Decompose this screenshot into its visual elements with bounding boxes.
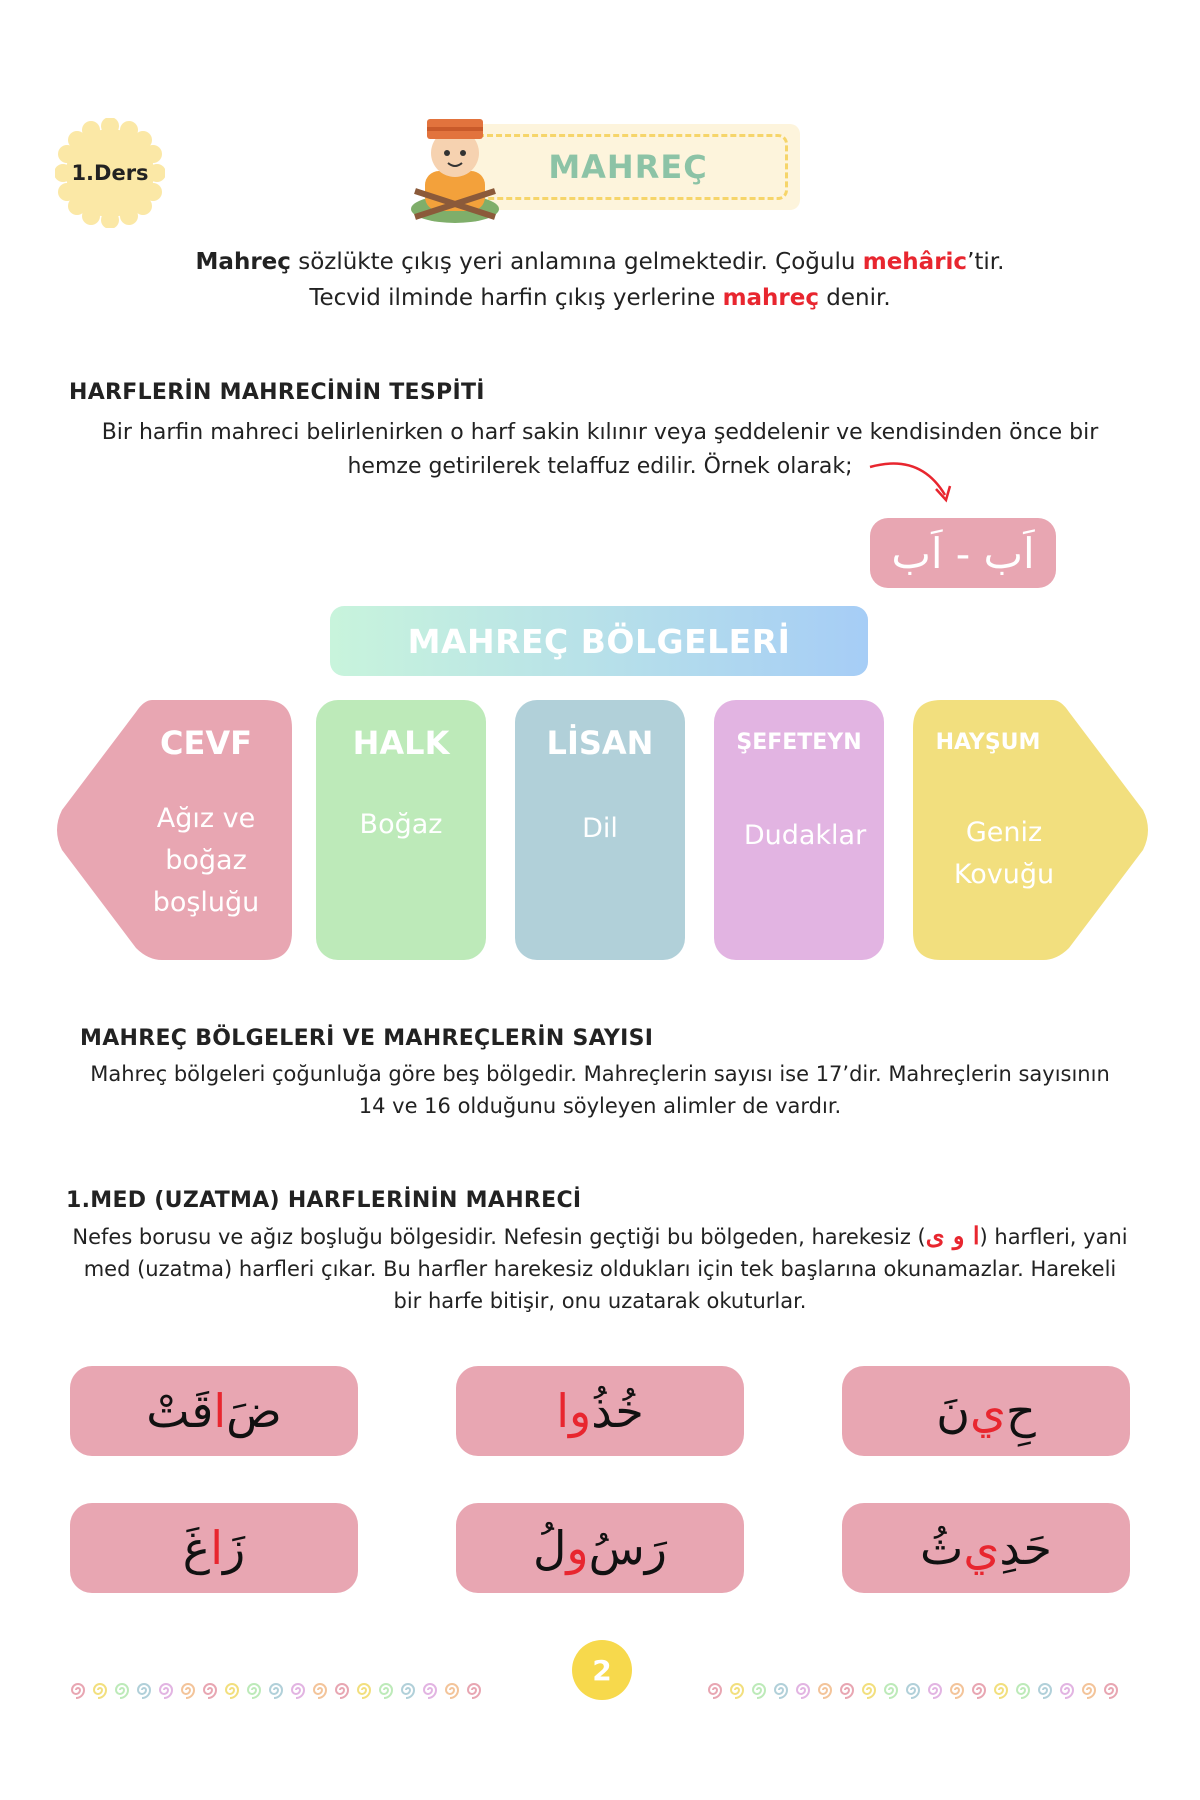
word-part: خُذُ <box>591 1384 644 1438</box>
page-title: MAHREÇ <box>548 148 708 186</box>
swirl-icon <box>1035 1680 1055 1700</box>
intro-text-segment: Tecvid ilminde harfin çıkış yerlerine <box>309 285 723 311</box>
term-mahrec: Mahreç <box>195 249 291 275</box>
region-desc: Dudaklar <box>743 820 867 851</box>
word-part: ثُ <box>920 1521 964 1575</box>
swirl-icon <box>947 1680 967 1700</box>
region-card-sefeteyn <box>714 700 884 960</box>
word-part: حِ <box>1006 1384 1036 1438</box>
swirl-icon <box>464 1680 484 1700</box>
word-part-highlight: ا <box>213 1384 227 1438</box>
word-part: لُ <box>533 1521 567 1575</box>
section-heading-tespit: HARFLERİN MAHRECİNİN TESPİTİ <box>69 380 485 405</box>
reading-boy-icon <box>405 105 505 225</box>
swirl-icon <box>859 1680 879 1700</box>
word-card <box>842 1503 1130 1593</box>
swirl-border-left <box>68 1680 484 1700</box>
section-heading-med: 1.MED (UZATMA) HARFLERİNİN MAHRECİ <box>66 1188 582 1213</box>
text-line: Bir harfin mahreci belirlenirken o harf sakin kılınır veya şeddelenir ve kendisinden önce bir <box>101 420 1099 445</box>
swirl-icon <box>837 1680 857 1700</box>
regions-title-bar <box>330 606 868 676</box>
region-card-cevf <box>120 700 292 960</box>
swirl-icon <box>310 1680 330 1700</box>
region-desc: Dil <box>582 813 618 844</box>
swirl-icon <box>200 1680 220 1700</box>
word-part-highlight: ي <box>963 1521 1000 1575</box>
swirl-icon <box>903 1680 923 1700</box>
swirl-icon <box>244 1680 264 1700</box>
region-card-haysum <box>913 700 1095 960</box>
word-part-highlight: و <box>566 1521 589 1575</box>
word-part-highlight: ا <box>210 1521 224 1575</box>
swirl-icon <box>156 1680 176 1700</box>
text-line: 14 ve 16 olduğunu söyleyen alimler de vardır. <box>358 1094 842 1118</box>
text-line: Mahreç bölgeleri çoğunluğa göre beş bölgedir. Mahreçlerin sayısı ise 17’dir. Mahreçlerin sayısının <box>90 1062 1110 1086</box>
word-card <box>456 1503 744 1593</box>
word-part: نَ <box>936 1384 971 1438</box>
swirl-icon <box>815 1680 835 1700</box>
swirl-border-right <box>705 1680 1121 1700</box>
curved-arrow-icon <box>860 455 960 515</box>
lesson-badge-label: 1.Ders <box>71 161 149 185</box>
word-part: زَ <box>223 1521 246 1575</box>
med-letters: ا و ى <box>925 1221 980 1250</box>
word-part: ضَ <box>226 1384 282 1438</box>
word-card <box>70 1503 358 1593</box>
swirl-icon <box>881 1680 901 1700</box>
word-card <box>70 1366 358 1456</box>
text-line <box>40 1220 1160 1253</box>
swirl-icon <box>398 1680 418 1700</box>
region-card-lisan <box>515 700 685 960</box>
intro-text-segment: sözlükte çıkış yeri anlamına gelmektedir. Çoğulu <box>290 249 863 275</box>
section-text-tespit <box>40 416 1160 484</box>
swirl-icon <box>178 1680 198 1700</box>
text-line: bir harfe bitişir, onu uzatarak okuturlar. <box>393 1289 807 1313</box>
text-line: hemze getirilerek telaffuz edilir. Örnek olarak; <box>347 454 853 479</box>
regions-title: MAHREÇ BÖLGELERİ <box>407 621 791 661</box>
word-part: حَدِ <box>999 1521 1052 1575</box>
swirl-icon <box>112 1680 132 1700</box>
swirl-icon <box>1013 1680 1033 1700</box>
word-part-highlight: وا <box>556 1384 592 1438</box>
region-desc-line: Ağız ve <box>156 803 256 834</box>
region-name: CEVF <box>160 724 252 762</box>
title-frame <box>468 134 788 200</box>
swirl-icon <box>705 1680 725 1700</box>
intro-line-2 <box>100 280 1100 316</box>
term-meharic: mehâric <box>862 249 968 275</box>
word-part: قَتْ <box>146 1384 214 1438</box>
swirl-icon <box>749 1680 769 1700</box>
swirl-icon <box>376 1680 396 1700</box>
region-name: HAYŞUM <box>935 730 1041 755</box>
intro-line-1 <box>100 244 1100 280</box>
text-segment: ) harfleri, yani <box>979 1225 1128 1249</box>
swirl-icon <box>727 1680 747 1700</box>
page-number: 2 <box>572 1640 632 1700</box>
region-desc-line: Kovuğu <box>953 859 1055 890</box>
region-desc-line: boğaz <box>165 845 247 876</box>
text-segment: Nefes borusu ve ağız boşluğu bölgesidir. Nefesin geçtiği bu bölgeden, harekesiz ( <box>72 1225 926 1249</box>
swirl-icon <box>793 1680 813 1700</box>
region-desc <box>913 812 1095 896</box>
swirl-icon <box>288 1680 308 1700</box>
word-card <box>842 1366 1130 1456</box>
section-heading-sayisi: MAHREÇ BÖLGELERİ VE MAHREÇLERİN SAYISI <box>80 1026 654 1051</box>
swirl-icon <box>771 1680 791 1700</box>
region-name: ŞEFETEYN <box>736 730 862 755</box>
region-name: HALK <box>352 724 450 762</box>
word-part-highlight: ي <box>970 1384 1007 1438</box>
text-line: med (uzatma) harfleri çıkar. Bu harfler harekesiz oldukları için tek başlarına okunamazlar. Harekeli <box>83 1257 1117 1281</box>
intro-text-segment: denir. <box>819 285 891 311</box>
swirl-icon <box>354 1680 374 1700</box>
word-part: غَ <box>182 1521 211 1575</box>
example-box: اَب - اَب <box>870 518 1056 588</box>
swirl-icon <box>68 1680 88 1700</box>
word-card <box>456 1366 744 1456</box>
region-desc-line: boşluğu <box>152 887 260 918</box>
swirl-icon <box>925 1680 945 1700</box>
region-name: LİSAN <box>546 724 654 762</box>
region-desc: Boğaz <box>359 809 443 840</box>
swirl-icon <box>442 1680 462 1700</box>
swirl-icon <box>969 1680 989 1700</box>
word-part: رَسُ <box>588 1521 668 1575</box>
section-text-med <box>40 1220 1160 1317</box>
section-text-sayisi <box>40 1058 1160 1122</box>
swirl-icon <box>420 1680 440 1700</box>
region-desc-line: Geniz <box>965 817 1043 848</box>
swirl-icon <box>90 1680 110 1700</box>
swirl-icon <box>332 1680 352 1700</box>
swirl-icon <box>1079 1680 1099 1700</box>
region-card-halk <box>316 700 486 960</box>
swirl-icon <box>1101 1680 1121 1700</box>
intro-text <box>100 244 1100 316</box>
swirl-icon <box>1057 1680 1077 1700</box>
intro-text-segment: ’tir. <box>967 249 1005 275</box>
swirl-icon <box>222 1680 242 1700</box>
term-mahrec-red: mahreç <box>722 285 819 311</box>
region-desc <box>120 798 292 924</box>
swirl-icon <box>266 1680 286 1700</box>
swirl-icon <box>991 1680 1011 1700</box>
swirl-icon <box>134 1680 154 1700</box>
